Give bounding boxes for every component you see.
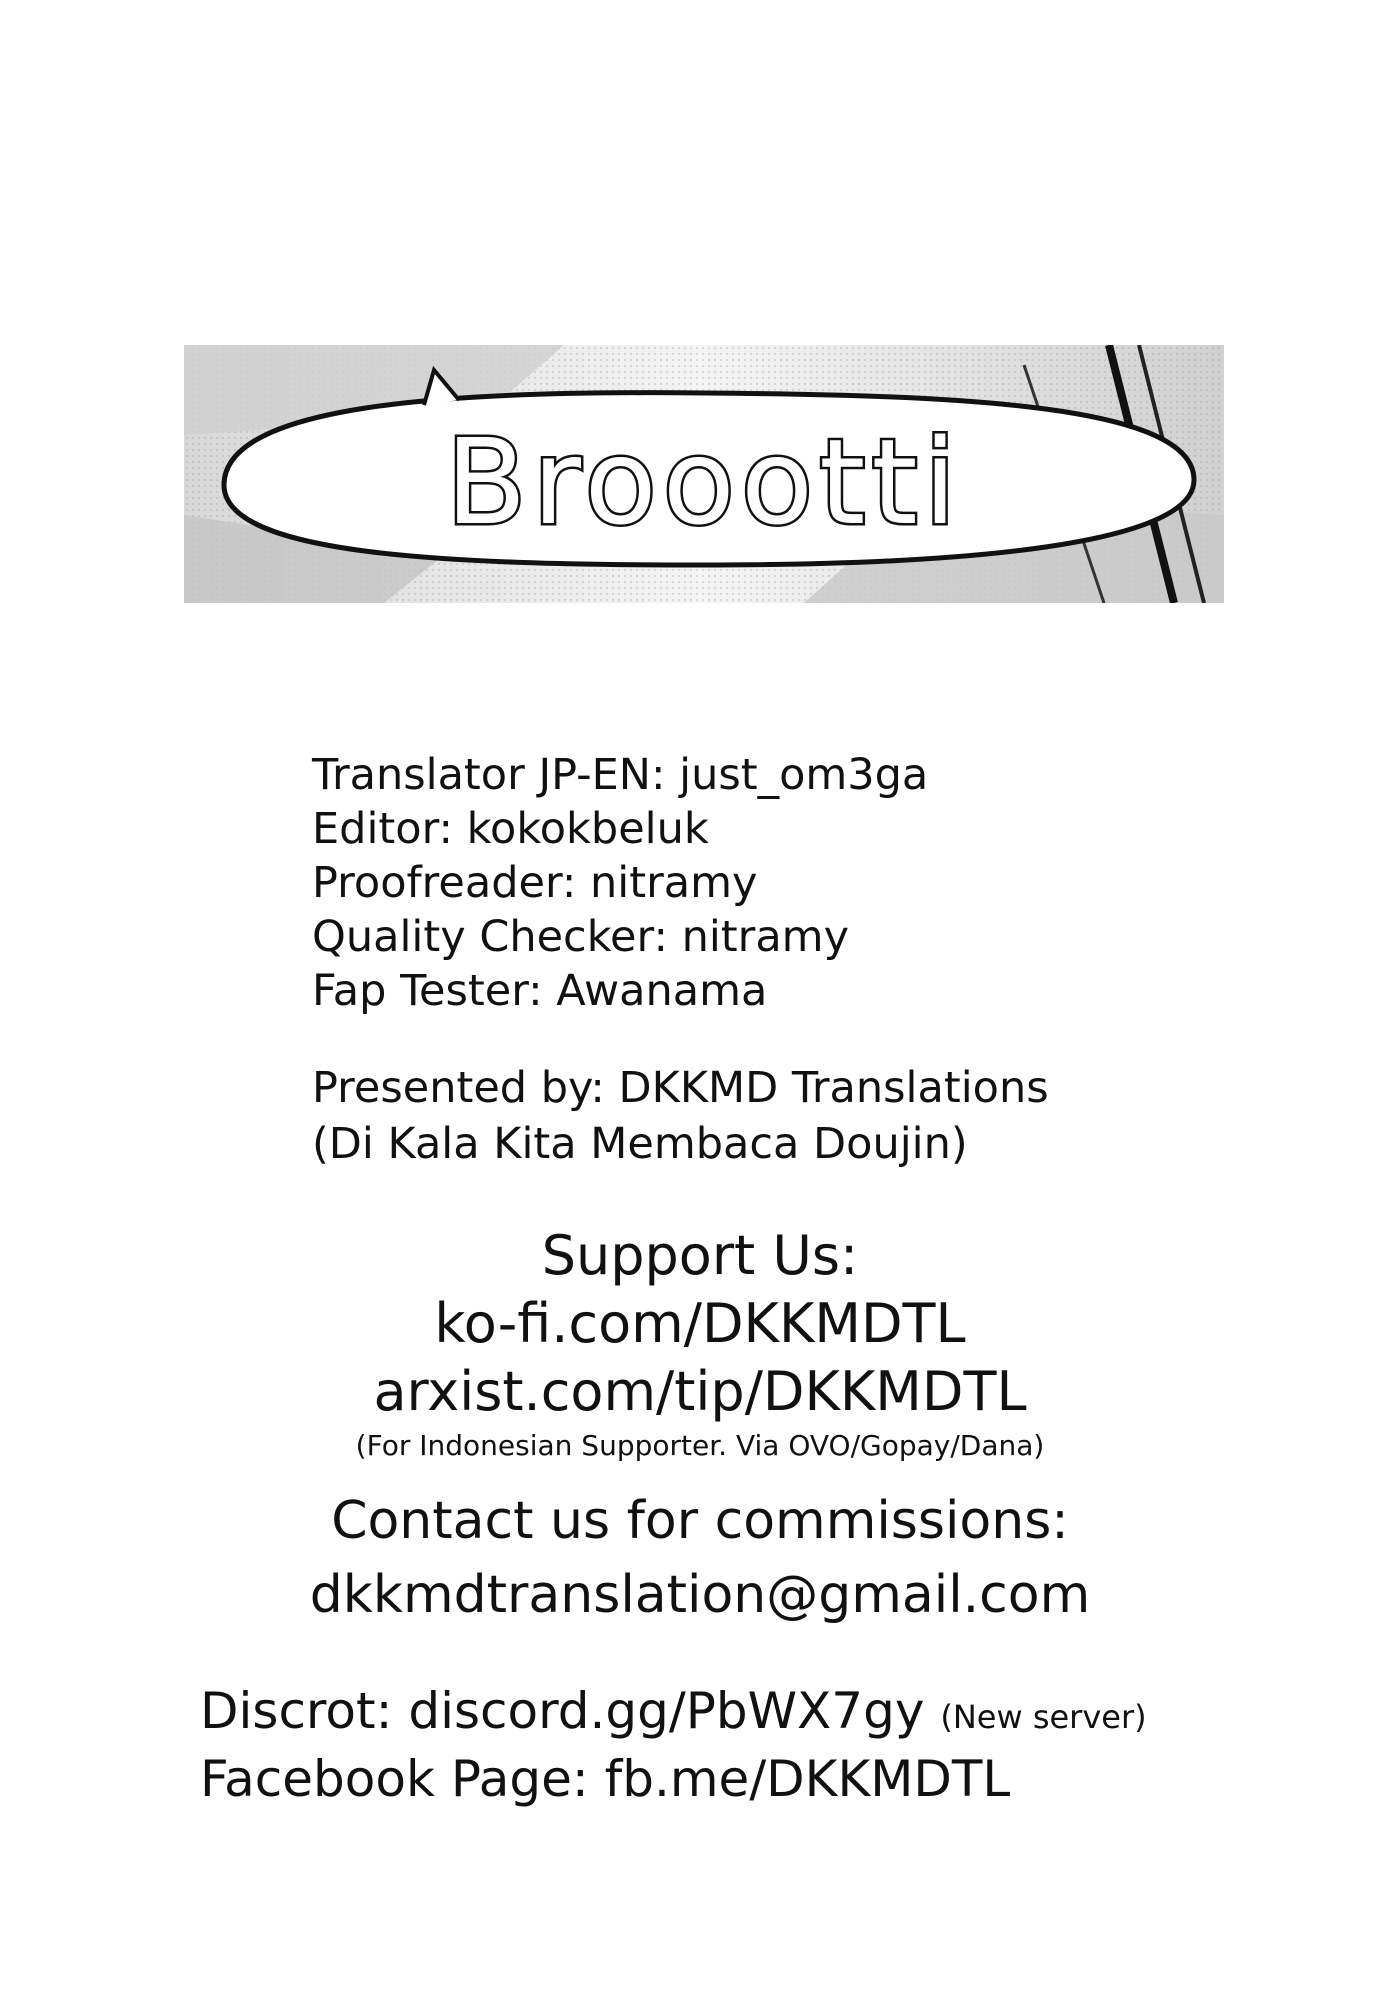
translator-credit: Translator JP-EN: just_om3ga [312,750,929,800]
supporter-note: (For Indonesian Supporter. Via OVO/Gopay/Dana) [355,1429,1045,1462]
arxist-link: arxist.com/tip/DKKMDTL [373,1360,1027,1423]
social-links [200,1680,1380,1810]
discord-note: (New server) [940,1698,1147,1736]
sound-effect-text: Broootti [445,413,963,551]
fap-tester-credit: Fap Tester: Awanama [312,966,768,1016]
presented-by-line: Presented by: DKKMD Translations [312,1063,1049,1113]
support-section [0,1222,1400,1466]
kofi-link: ko-fi.com/DKKMDTL [434,1292,966,1355]
manga-panel [184,345,1224,603]
contact-heading: Contact us for commissions: [331,1491,1069,1551]
proofreader-credit: Proofreader: nitramy [312,858,758,908]
contact-email: dkkmdtranslation@gmail.com [309,1565,1091,1625]
group-full-name: (Di Kala Kita Membaca Doujin) [312,1119,968,1169]
panel-artwork [184,345,1224,603]
editor-credit: Editor: kokokbeluk [312,804,709,854]
staff-credits [312,748,1312,1018]
facebook-link: Facebook Page: fb.me/DKKMDTL [200,1750,1011,1808]
contact-section [0,1484,1400,1632]
support-heading: Support Us: [541,1224,859,1287]
discord-line [200,1680,1380,1748]
quality-checker-credit: Quality Checker: nitramy [312,912,850,962]
discord-link: Discrot: discord.gg/PbWX7gy [200,1682,925,1740]
presented-by [312,1060,1312,1172]
